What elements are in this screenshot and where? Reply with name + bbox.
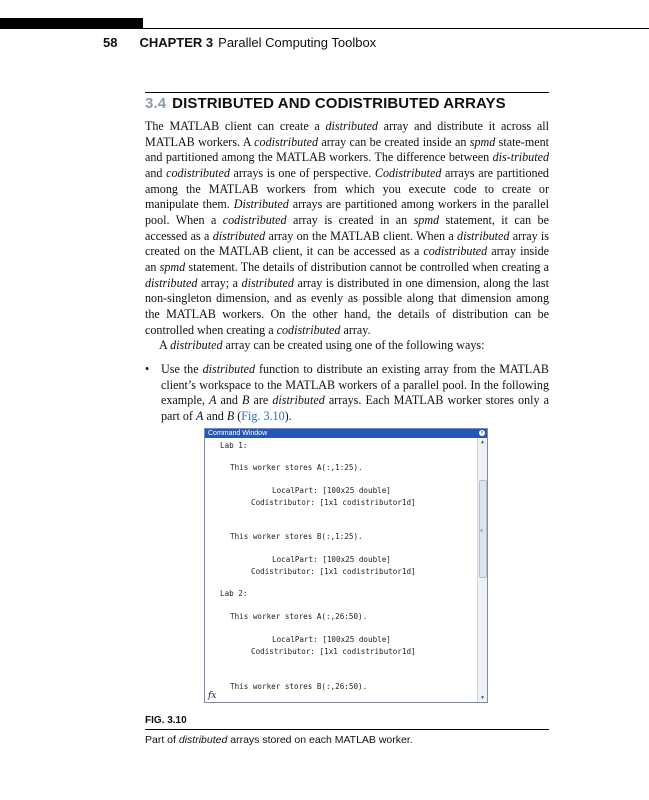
output-line: Codistributor: [1x1 codistributor1d] (251, 647, 416, 656)
command-window-titlebar (205, 429, 487, 438)
text-run: distributed (170, 338, 223, 353)
text-run: dis-tributed (492, 150, 549, 165)
command-window-title: Command Window (208, 430, 268, 437)
text-run: codistributed (423, 244, 488, 259)
close-icon[interactable]: × (480, 430, 484, 436)
text-run: array is created on the MATLAB client, it can be accessed as a (145, 228, 549, 259)
text-run: codistributed (254, 134, 318, 149)
text-run: arrays are partitioned among workers in the parallel pool. When a (145, 197, 550, 227)
text-run: distributed (202, 361, 256, 376)
chapter-title: Parallel Computing Toolbox (218, 35, 377, 50)
figure-reference-link[interactable]: Fig. 3.10 (241, 408, 285, 423)
text-run: spmd (159, 259, 186, 274)
command-window-output[interactable] (205, 438, 477, 702)
text-run: B (226, 408, 235, 423)
output-line: Codistributor: [1x1 codistributor1d] (251, 567, 416, 576)
section-number: 3.4 (145, 95, 167, 112)
text-run: distributed (457, 228, 510, 243)
chapter-label: CHAPTER 3 (139, 35, 214, 50)
text-run: distributed (272, 393, 325, 408)
text-run: array and distribute it across all MATLAB workers. A (145, 119, 549, 149)
text-run: A (195, 408, 204, 423)
figure-caption (145, 734, 413, 746)
text-run: array on the MATLAB client. When a (265, 228, 458, 243)
text-run: array can be created inside an (318, 134, 470, 149)
text-run: array; a (197, 275, 242, 290)
output-line: This worker stores B(:,26:50). (230, 682, 368, 691)
text-run: spmd (413, 212, 440, 227)
output-line: Lab 1: (220, 441, 248, 450)
section-heading (145, 95, 506, 112)
text-run: function to distribute an existing array from the MATLAB client’s workspace to the MATLAB workers of a parallel pool. In the following example, (161, 361, 549, 408)
text-run: Distributed (233, 197, 289, 212)
text-run: Use the (161, 361, 203, 376)
paragraph-1 (145, 119, 549, 338)
output-line: LocalPart: [100x25 double] (272, 635, 391, 644)
text-run: arrays stored on each MATLAB worker. (227, 734, 413, 746)
bullet-marker: • (145, 361, 150, 376)
text-run: arrays. Each MATLAB worker stores only a part of (161, 393, 549, 423)
function-browser-icon[interactable]: fx (208, 691, 217, 701)
text-run: distributed (145, 275, 198, 290)
text-run: array. (340, 322, 371, 337)
output-line: LocalPart: [100x25 double] (272, 486, 391, 495)
output-line: This worker stores A(:,26:50). (230, 612, 368, 621)
running-header (103, 35, 376, 50)
output-line: Codistributor: [1x1 codistributor1d] (251, 498, 416, 507)
text-run: distributed (241, 275, 294, 290)
text-run: ( (234, 408, 242, 423)
text-run: B (242, 393, 250, 408)
text-run: distributed (178, 734, 228, 746)
figure-rule (145, 729, 549, 730)
figure-label: FIG. 3.10 (145, 715, 187, 726)
text-run: are (249, 393, 273, 408)
output-line: Lab 2: (220, 589, 248, 598)
text-run: codistributed (166, 165, 230, 180)
text-run: and (145, 165, 167, 180)
bullet-item (145, 362, 549, 425)
text-run: statement. The details of distribution cannot be controlled when creating a (185, 259, 549, 274)
header-rule (143, 28, 649, 29)
text-run: statement, it can be accessed as a (145, 212, 549, 243)
text-run: codistributed (222, 212, 287, 227)
text-run: arrays is one of perspective. (229, 165, 375, 180)
scroll-up-icon[interactable]: ▲ (480, 439, 484, 445)
text-run: The MATLAB client can create a (145, 119, 326, 133)
text-run: Codistributed (374, 165, 442, 180)
command-window (204, 428, 488, 703)
output-line: This worker stores B(:,1:25). (230, 532, 363, 541)
text-run: array is distributed in one dimension, along the last non-singleton dimension, and as evenly as possible along that dimension among the MATLAB workers. On the other hand, the details of distribution can be controlled when creating a (145, 275, 549, 337)
section-title: DISTRIBUTED AND CODISTRIBUTED ARRAYS (172, 95, 506, 112)
text-run: and (216, 393, 243, 408)
text-run: Part of (145, 734, 179, 746)
paragraph-2 (145, 338, 549, 354)
header-bar (0, 18, 143, 29)
output-line: This worker stores A(:,1:25). (230, 463, 363, 472)
text-run: state-ment and partitioned among the MATLAB workers. The difference between (145, 134, 550, 165)
text-run: ). (284, 408, 292, 423)
page-number: 58 (103, 35, 118, 50)
text-run: array inside an (145, 244, 550, 274)
vertical-scrollbar[interactable] (477, 438, 487, 702)
body-text (145, 119, 549, 424)
text-run: A (209, 393, 217, 408)
text-run: distributed (212, 228, 266, 243)
scrollbar-grip-icon: ≡ (480, 528, 484, 534)
section-rule (145, 92, 549, 93)
text-run: distributed (325, 119, 378, 133)
text-run: array is created in an (286, 212, 414, 227)
text-run: arrays are partitioned among the MATLAB workers from which you execute code to create or manipulate them. (145, 165, 549, 212)
scroll-down-icon[interactable]: ▼ (480, 695, 484, 701)
output-line: LocalPart: [100x25 double] (272, 555, 391, 564)
text-run: and (203, 408, 227, 423)
text-run: A (159, 338, 171, 353)
text-run: spmd (469, 134, 496, 149)
text-run: array can be created using one of the following ways: (222, 338, 485, 353)
text-run: codistributed (276, 322, 341, 337)
